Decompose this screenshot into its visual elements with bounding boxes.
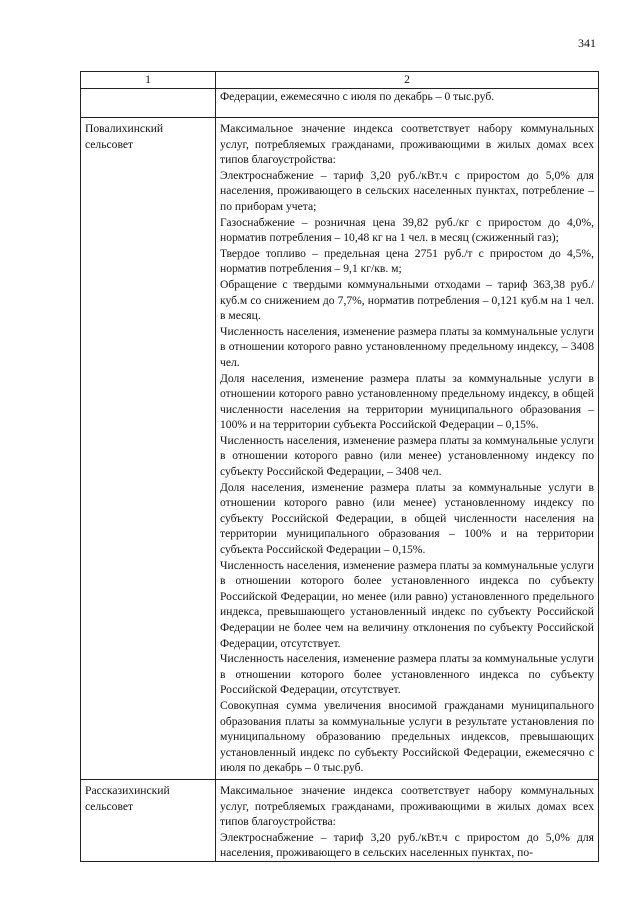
paragraph: Доля населения, изменение размера платы за коммунальные услуги в отношении которого равно установленному предельному индексу, в общей численности населения на территории муниципального образования – 100% и на территории субъекта Российской Федерации – 0,15%. <box>220 371 594 432</box>
paragraph: Численность населения, изменение размера платы за коммунальные услуги в отношении которого более установленного индекса по субъекту Российской Федерации, но менее (или равно) установленного предельного индекса, превышающего установленный индекс по субъекту Российской Федерации не более чем на величину отклонения по субъекту Российской Федерации, отсутствует. <box>220 558 594 650</box>
paragraph: Численность населения, изменение размера платы за коммунальные услуги в отношении которого равно (или менее) установленному индексу по субъекту Российской Федерации, – 3408 чел. <box>220 433 594 479</box>
paragraph: Совокупная сумма увеличения вносимой гражданами муниципального образования платы за коммунальные услуги в результате установления по муниципальному образованию предельных индексов, превышающих установленный индекс по субъекту Российской Федерации, ежемесячно с июля по декабрь – 0 тыс.руб. <box>220 698 594 775</box>
paragraph: Федерации, ежемесячно с июля по декабрь – 0 тыс.руб. <box>220 90 495 103</box>
municipality-name-cell: Повалихинский сельсовет <box>81 118 216 780</box>
municipality-name-cell: Рассказихинский сельсовет <box>81 779 216 861</box>
table-row <box>81 89 599 118</box>
data-table <box>80 71 599 862</box>
paragraph: Газоснабжение – розничная цена 39,82 руб./кг с приростом до 4,0%, норматив потребления – 10,48 кг на 1 чел. в месяц (сжиженный газ); <box>220 215 594 245</box>
table-row <box>81 118 599 780</box>
table-row <box>81 779 599 861</box>
paragraph: Численность населения, изменение размера платы за коммунальные услуги в отношении которого более установленного индекса по субъекту Российской Федерации, отсутствует. <box>220 652 594 697</box>
municipality-name-cell <box>81 89 216 118</box>
paragraph: Максимальное значение индекса соответствует набору коммунальных услуг, потребляемых гражданами, проживающими в жилых домах всех типов благоустройства: <box>220 122 594 167</box>
description-cell <box>216 779 599 861</box>
column-header-1: 1 <box>81 72 216 89</box>
paragraph: Доля населения, изменение размера платы за коммунальные услуги в отношении которого равно (или менее) установленному индексу по субъекту Российской Федерации, в общей численности населения на территории муниципального образования – 100% и на территории субъекта Российской Федерации – 0,15%. <box>220 480 594 557</box>
paragraph: Максимальное значение индекса соответствует набору коммунальных услуг, потребляемых гражданами, проживающими в жилых домах всех типов благоустройства: <box>220 783 594 829</box>
paragraph: Обращение с твердыми коммунальными отходами – тариф 363,38 руб./куб.м со снижением до 7,7%, норматив потребления – 0,121 куб.м на 1 чел. в месяц. <box>220 277 594 323</box>
paragraph: Численность населения, изменение размера платы за коммунальные услуги в отношении которого равно установленному предельному индексу, – 3408 чел. <box>220 324 594 369</box>
table-header-row <box>81 72 599 89</box>
paragraph: Твердое топливо – предельная цена 2751 руб./т с приростом до 4,5%, норматив потребления – 9,1 кг/кв. м; <box>220 246 594 276</box>
description-cell <box>216 118 599 780</box>
description-cell <box>216 89 599 118</box>
page-number: 341 <box>578 36 596 50</box>
paragraph: Электроснабжение – тариф 3,20 руб./кВт.ч с приростом до 5,0% для населения, проживающего в сельских населенных пунктах, потребление – по приборам учета; <box>220 168 594 213</box>
paragraph: Электроснабжение – тариф 3,20 руб./кВт.ч с приростом до 5,0% для населения, проживающего в сельских населенных пунктах, по- <box>220 830 594 860</box>
column-header-2: 2 <box>216 72 599 89</box>
